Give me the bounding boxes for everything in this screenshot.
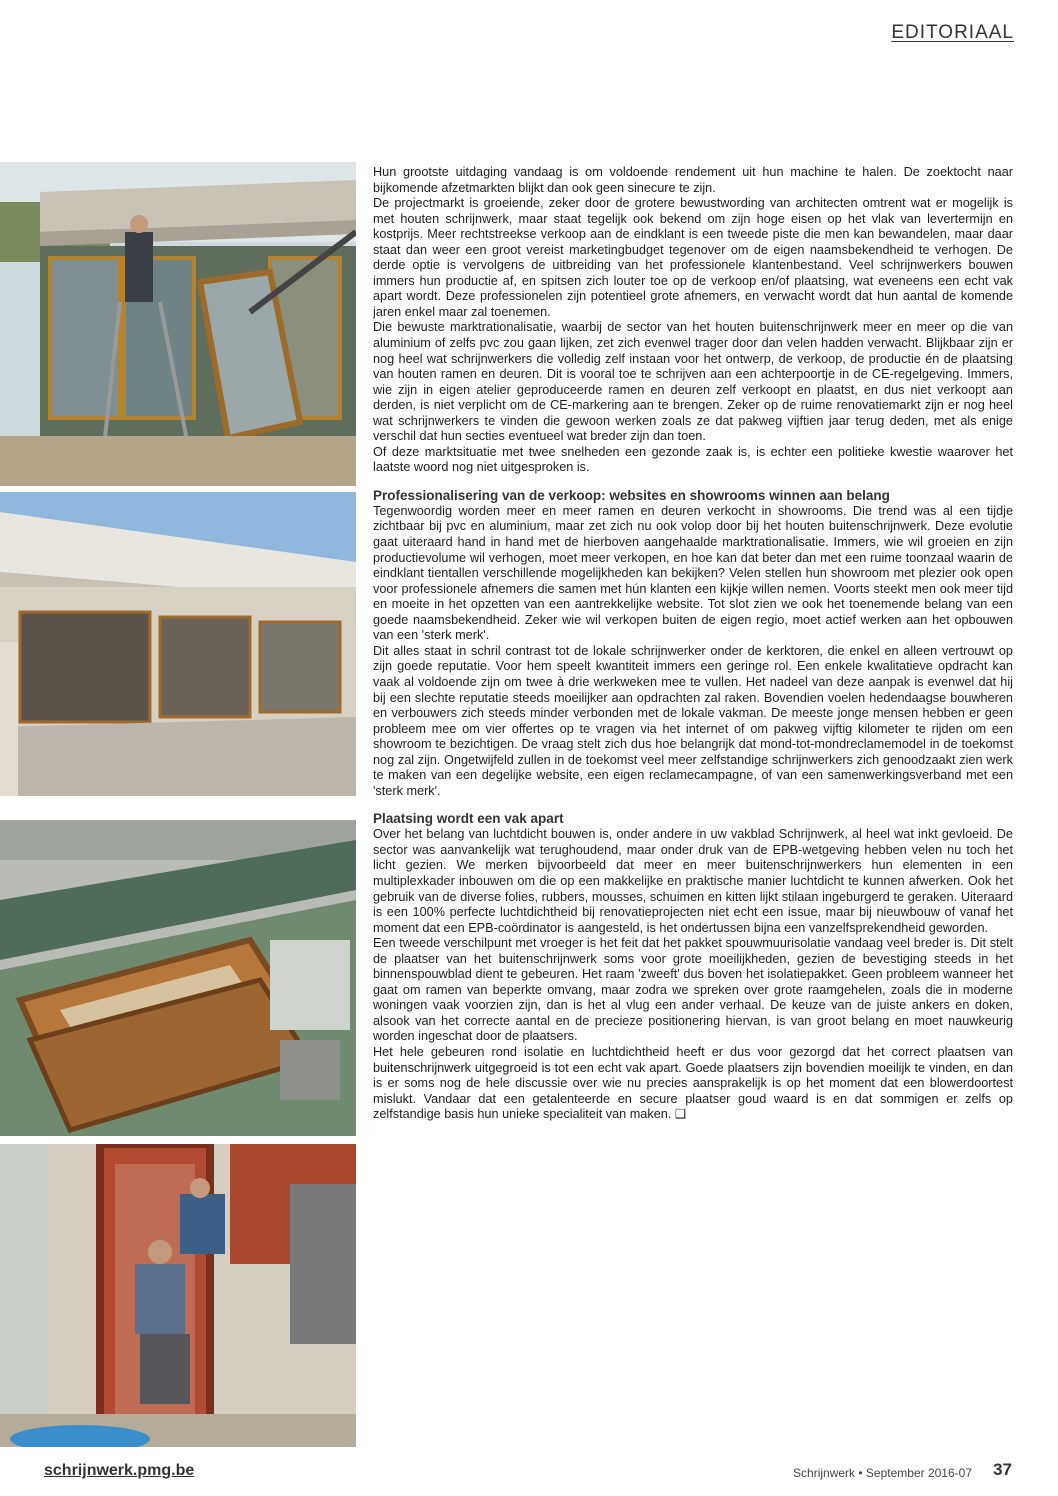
photo-modern-facade <box>0 492 356 796</box>
paragraph: Een tweede verschilpunt met vroeger is het feit dat het pakket spouwmuurisolatie vandaag veel breder is. Dit stelt de plaatser van het buitenschrijnwerk soms voor grote moeilijkheden, gezien de bevestiging steeds in het binnenspouwblad dient te gebeuren. Het raam 'zweeft' dus boven het isolatiepakket. Geen probleem wanneer het gaat om ramen van beperkte omvang, maar zodra we spreken over grote raamgehelen, zoals die in moderne woningen vaak voorzien zijn, dan is het al vlug een ander verhaal. De keuze van de juiste ankers en doken, alsook van het correcte aantal en de precieze positionering hiervan, is van groot belang en moet nauwkeurig worden ingeschat door de plaatsers. <box>373 936 1013 1044</box>
paragraph: Die bewuste marktrationalisatie, waarbij de sector van het houten buitenschrijnwerk meer en meer op die van aluminium of zelfs pvc zou gaan lijken, zet zich evenwel trager door dan velen hadden verwacht. Blijkbaar zijn er nog heel wat schrijnwerkers die volledig zelf instaan voor het ontwerp, de verkoop, de productie én de plaatsing van houten ramen en deuren. Dit is vooral toe te schrijven aan een achterpoortje in de CE-regelgeving. Immers, wie zijn in eigen atelier geproduceerde ramen en deuren zelf verkoopt en plaatst, en dus niet verkoopt aan derden, is niet verplicht om de CE-markering aan te brengen. Zeker op de ruime renovatiemarkt zijn er nog heel wat schrijnwerkers te vinden die gewoon werken zoals ze dat pakweg vijftien jaar terug deden, met als enige verschil dat hun secties eventueel wat breder zijn dan toen. <box>373 320 1013 444</box>
paragraph: Of deze marktsituatie met twee snelheden een gezonde zaak is, is echter een politieke kwestie waarover het laatste woord nog niet uitgesproken is. <box>373 444 1013 475</box>
paragraph: Dit alles staat in schril contrast tot de lokale schrijnwerker onder de kerktoren, die enkel en alleen vertrouwt op zijn goede reputatie. Voor hem speelt kwantiteit immers een geringe rol. Een enkele kwalitatieve opdracht kan vaak al voldoende zijn om twee à drie werkweken mee te vullen. Het nadeel van deze aanpak is evenwel dat hij bij een slechte reputatie steeds moeilijker aan opdrachten zal raken. Bovendien voelen hedendaagse bouwheren en verbouwers zich steeds minder verbonden met de lokale vakman. De meeste jonge mensen hebben er geen probleem mee om vier offertes op te vragen via het internet of om pakweg vijftig kilometer te rijden om een showroom te bezichtigen. De vraag stelt zich dus hoe belangrijk dat mond-tot-mondreclamemodel in de toekomst nog zal zijn. Ongetwijfeld zullen in de toekomst veel meer zelfstandige schrijnwerkers zich genoodzaakt zien werk te maken van een degelijke website, een eigen reclamecampagne, of van een samenwerkingsverband met een 'sterk merk'. <box>373 643 1013 798</box>
footer-website-link[interactable]: schrijnwerk.pmg.be <box>44 1462 195 1479</box>
page-number: 37 <box>993 1460 1012 1479</box>
photo-installers <box>0 1144 356 1447</box>
photo-window-placement <box>0 162 356 486</box>
paragraph: De projectmarkt is groeiende, zeker door de grotere bewustwording van architecten omtrent wat er mogelijk is met houten schrijnwerk, maar staat tegelijk ook bekend om zijn hoge eisen op het vlak van levertermijn en kostprijs. Meer rechtstreekse verkoop aan de eindklant is een tweede piste die men kan bewandelen, maar daar staat dan weer een groot vereist marketingbudget tegenover om de eigen naamsbekendheid te verhogen. De derde optie is vervolgens de uitbreiding van het professionele klantenbestand. Veel schrijnwerkers bouwen immers hun productie af, en spitsen zich louter toe op de verkoop en/of plaatsing, wat eveneens een echt vak apart wordt. Deze professionelen zijn potentieel grote afnemers, en verwacht wordt dat hun aantal de komende jaren enkel maar zal toenemen. <box>373 196 1013 319</box>
paragraph: Tegenwoordig worden meer en meer ramen en deuren verkocht in showrooms. Die trend was al een tijdje zichtbaar bij pvc en aluminium, maar zet zich nu ook volop door bij het houten buitenschrijnwerk. Deze evolutie gaat uiteraard hand in hand met de hierboven aangehaalde marktrationalisatie. Immers, wie wil groeien en zijn productievolume wil verhogen, moet meer verkopen, en hoe kan dat beter dan met een ruime toonzaal waarin de eindklant tientallen verschillende mogelijkheden kan bekijken? Velen stellen hun showroom met plezier ook open voor professionele afnemers die samen met hún klanten een kijkje willen nemen. Voorts steekt men ook meer tijd en moeite in het opzetten van een aantrekkelijke website. Tot slot zien we ook het toenemende belang van een goede naamsbekendheid. Zeker wie wil verkopen buiten de eigen regio, moet actief werken aan het opbouwen van een 'sterk merk'. <box>373 503 1013 643</box>
paragraph: Hun grootste uitdaging vandaag is om voldoende rendement uit hun machine te halen. De zoektocht naar bijkomende afzetmarkten blijkt dan ook geen sinecure te zijn. <box>373 165 1013 195</box>
footer-publication: Schrijnwerk • September 2016-07 <box>793 1466 972 1480</box>
section-label: EDITORIAAL <box>891 22 1014 43</box>
section-heading: Professionalisering van de verkoop: websites en showrooms winnen aan belang <box>373 487 890 503</box>
photo-window-production <box>0 820 356 1136</box>
paragraph: Het hele gebeuren rond isolatie en luchtdichtheid heeft er dus voor gezorgd dat het correct plaatsen van buitenschrijnwerk uitgegroeid is tot een echt vak apart. Goede plaatsers zijn bovendien moeilijk te vinden, en dan is er soms nog de hele discussie over wie nu precies aansprakelijk is op het moment dat een blowerdoortest mislukt. Vandaar dat een getalenteerde en secure plaatser goud waard is en dat sommigen er zelfs op zelfstandige basis hun unieke specialiteit van maken. ❑ <box>373 1044 1013 1122</box>
article-body <box>373 165 1013 1465</box>
section-heading: Plaatsing wordt een vak apart <box>373 811 564 827</box>
paragraph: Over het belang van luchtdicht bouwen is, onder andere in uw vakblad Schrijnwerk, al heel wat inkt gevloeid. De sector was aanvankelijk wat terughoudend, maar onder druk van de EPB-wetgeving hebben velen nu toch het licht gezien. We merken bijvoorbeeld dat meer en meer buitenschrijnwerkers hun elementen in een multiplexkader inbouwen om die op een makkelijke en praktische manier luchtdicht te kunnen afwerken. Ook het gebruik van de diverse folies, rubbers, mousses, schuimen en kitten lijkt stilaan ingeburgerd te geraken. Uiteraard is een 100% perfecte luchtdichtheid bij renovatieprojecten niet echt een issue, maar bij nieuwbouw of vanaf het moment dat een EPB-coördinator is aangesteld, is het ondertussen bijna een vanzelfsprekendheid geworden. <box>373 827 1013 935</box>
